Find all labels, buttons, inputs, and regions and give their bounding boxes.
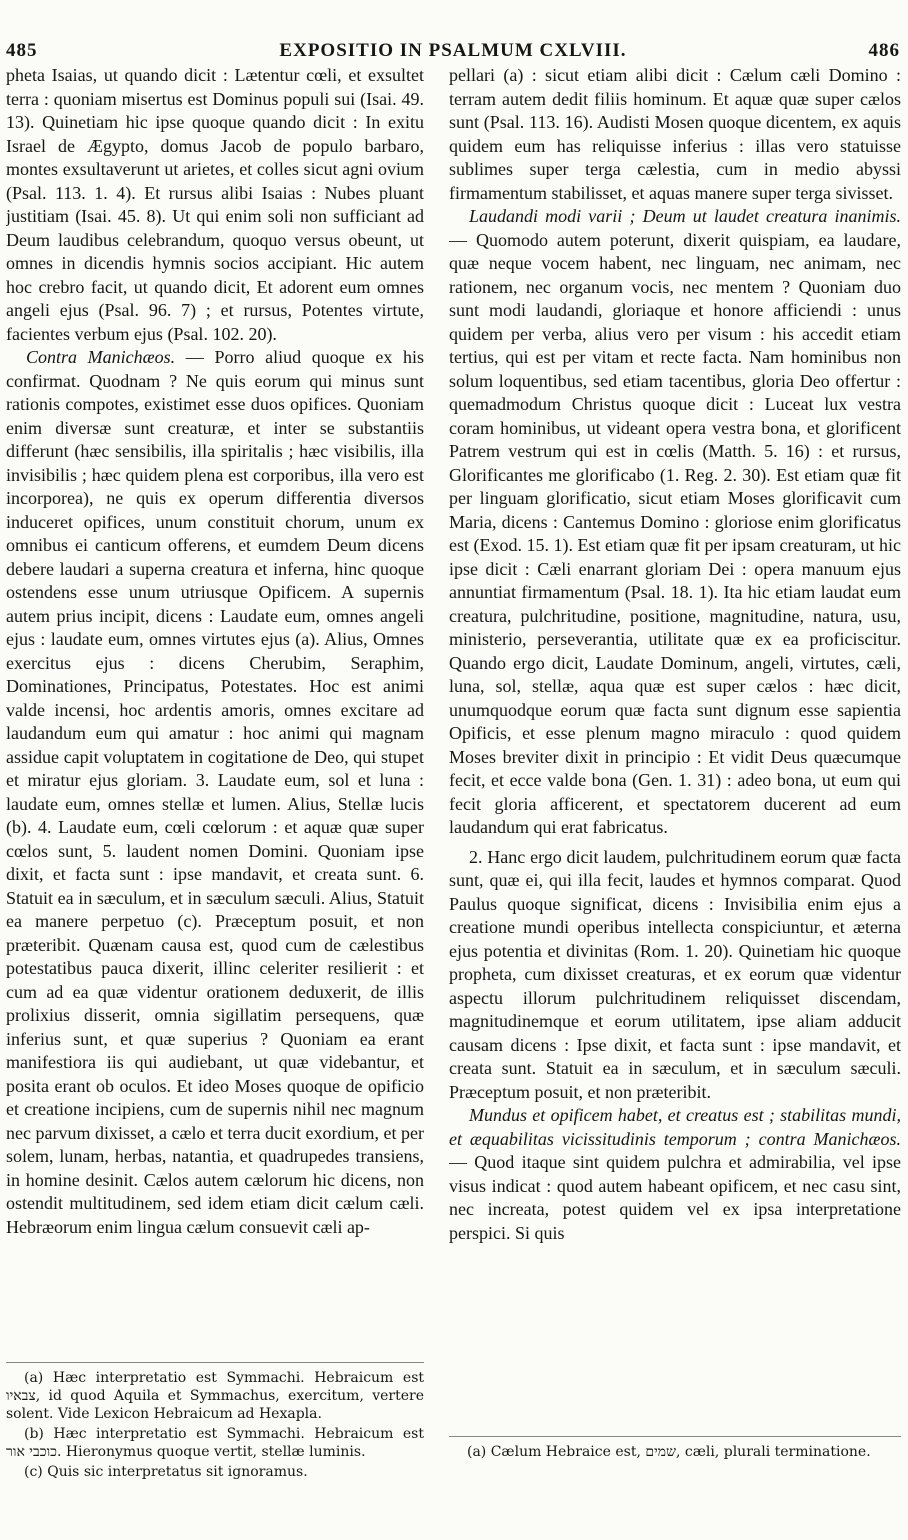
left-paragraph-1: pheta Isaias, ut quando dicit : Lætentur cœli, et exsultet terra : quoniam misertus est Dominus populi sui (Isai. 49. 13). Quinetiam hic ipse quoque quando dicit : In exitu Israel de Ægypto, domus Jacob de populo barbaro, montes exsultaverunt ut arietes, et colles sicut agni ovium (Psal. 113. 1. 4). Et rursus alibi Isaias : Nubes pluant justitiam (Isai. 45. 8). Ut qui enim soli non sufficiant ad Deum laudibus celebrandum, quoquo versus obeunt, ut omnes in dicendis hymnis socios accipiant. Hic autem hoc crebro facit, ut quando dicit, Et adorent eum omnes angeli ejus (Psal. 96. 7) ; et rursus, Potentes virtute, facientes verbum ejus (Psal. 102. 20).	[6, 65, 424, 344]
page-number-right: 486	[868, 40, 900, 61]
section-heading: Mundus et opificem habet, et creatus est ; stabilitas mundi, et æquabilitas vicissitudinis temporum ; contra Manichæos.	[449, 1105, 901, 1149]
footnote-rule	[6, 1362, 424, 1363]
footnote-a: (a) Cælum Hebraice est, שמים, cæli, plurali terminatione.	[467, 1444, 871, 1460]
right-paragraph-3: 2. Hanc ergo dicit laudem, pulchritudinem eorum quæ facta sunt, quæ ei, qui illa fecit, laudes et hymnos comparat. Quod Paulus quoque significat, dicens : Invisibilia enim ejus a creatione mundi operibus intellecta conspiciuntur, et æterna ejus potentia et divinitas (Rom. 1. 20). Quinetiam hic quoque propheta, cum dixisset creaturas, et ex eorum quæ videntur aspectu illorum pulchritudinem reliquisset discendam, magnitudinemque et eorum utilitatem, ipse aliam adducit causam dicens : Ipse dixit, et facta sunt : ipse mandavit, et creata sunt. Statuit ea in sæculum, et in sæculum sæculi. Præceptum posuit, et non præteribit.	[449, 846, 901, 1102]
right-paragraph-2-text: — Quomodo autem poterunt, dixerit quispiam, ea laudare, quæ neque vocem habent, nec linguam, nec animam, nec rationem, nec organum vocis, nec mentem ? Quoniam duo sunt modi laudandi, gloriaque et honore afficiendi : unus quidem per verba, alius vero per visum : his accedit etiam tertius, qui est per vitam et recte facta. Nam hominibus non solum loquentibus, sed etiam tacentibus, gloria Deo offertur : quemadmodum Christus quoque dicit : Luceat lux vestra coram hominibus, ut videant opera vestra bona, et glorificent Patrem vestrum qui est in cœlis (Matth. 5. 16) : et rursus, Glorificantes me glorificabo (1. Reg. 2. 30). Est etiam quæ fit per linguam glorificatio, sicut etiam Moses glorificavit cum Maria, dicens : Cantemus Domino : gloriose enim glorificatus est (Exod. 15. 1). Est etiam quæ fit per ipsam creaturam, ut hic ipse dicit : Cæli enarrant gloriam Dei : opera manuum ejus annuntiat firmamentum (Psal. 18. 1). Ita hic etiam laudat eum creatura, pulchritudine, positione, magnitudine, natura, usu, ministerio, perseverantia, utilitate quæ ex ea proficiscitur. Quando ergo dicit, Laudate Dominum, angeli, virtutes, cæli, luna, sol, stellæ, aqua quæ est super cælos : hæc dicit, unumquodque eorum quæ facta sunt dignum esse sapientia Opificis, et esse plenum magno miraculo : quod quidem Moses breviter dixit in principio : Et vidit Deus quæcumque fecit, et ecce valde bona (Gen. 1. 31) : adeo bona, ut eum qui fecit gloria afficerent, et spectatorem ducerent ad eum laudandum qui erat fabricatus.	[449, 229, 901, 837]
running-title: EXPOSITIO IN PSALMUM CXLVIII.	[279, 40, 627, 61]
footnote-c: (c) Quis sic interpretatus sit ignoramus.	[24, 1464, 308, 1480]
page-number-left: 485	[6, 40, 38, 61]
right-paragraph-1: pellari (a) : sicut etiam alibi dicit : Cælum cæli Domino : terram autem dedit filiis hominum. Et aquæ quæ super cælos sunt (Psal. 113. 16). Audisti Mosen quoque dicentem, ex aquis quidem eum has reliquisse inferius : illas vero statuisse sublimes super terga cælestia, cum in medio abyssi firmamentum stabilisset, et aquas manere super terga sivisset.	[449, 65, 901, 203]
right-footnotes	[449, 1436, 901, 1463]
running-header	[6, 40, 900, 66]
left-paragraph-2-text: — Porro aliud quoque ex his confirmat. Quodnam ? Ne quis eorum qui minus sunt rationis compotes, existimet esse duos opifices. Quoniam enim diversæ sunt creaturæ, et inter se substantiis differunt (hæc sensibilis, illa spiritalis ; hæc visibilis, illa invisibilis ; hæc quidem plena est corporibus, illa vero est incorporea), ne quis ex operum differentia diversos induceret opifices, unum constituit chorum, unum ex omnibus ei canticum offerens, et eumdem Deum dicens debere laudari a superna creatura et inferna, hinc quoque ostendens esse unum utriusque Opificem. A supernis autem prius incipit, dicens : Laudate eum, omnes angeli ejus : laudate eum, omnes virtutes ejus (a). Alius, Omnes exercitus ejus : dicens Cherubim, Seraphim, Dominationes, Principatus, Potestates. Hoc est animi valde incensi, hoc ardentis amoris, omnes excitare ad laudandum eum qui amatur : hoc animi qui magnam assidue capit voluptatem in cogitatione de Deo, qui stupet et miratur ejus gloriam. 3. Laudate eum, sol et luna : laudate eum, omnes stellæ et lumen. Alius, Stellæ lucis (b). 4. Laudate eum, cœli cœlorum : et aquæ quæ super cœlos sunt, 5. laudent nomen Domini. Quoniam ipse dixit, et facta sunt : ipse mandavit, et creata sunt. 6. Statuit ea in sæculum, et in sæculum sæculi. Alius, Statuit ea manere perpetuo (c). Præceptum posuit, et non præteribit. Quænam causa est, quod cum de cælestibus potestatibus pauca dixerit, illinc celeriter resilierit : et cum ad ea quæ videntur orationem deduxerit, de illis prolixius disserit, omnia sigillatim persequens, quæ inferius sunt, et quæ superius ? Quoniam ea erant manifestiora iis qui audiebant, ut quæ videbantur, et posita erant ob oculos. Et ideo Moses quoque de opificio et creatione incipiens, cum de supernis nihil nec magnum nec parvum dixisset, a cælo et terra ducit exordium, et per solem, lunam, herbas, natantia, et quadrupedes transiens, in homine desinit. Cælos autem cælorum hic dicens, non ostendit multitudinem, sed idem etiam dicit cælum cæli. Hebræorum enim lingua cælum consuevit cæli ap-	[6, 347, 424, 1237]
right-paragraph-2	[449, 205, 901, 840]
footnote-a: (a) Hæc interpretatio est Symmachi. Hebraicum est צבאיו, id quod Aquila et Symmachus, exercitum, vertere solent. Vide Lexicon Hebraicum ad Hexapla.	[6, 1370, 424, 1422]
footnote-rule	[449, 1436, 901, 1437]
section-heading: Contra Manichæos.	[26, 347, 176, 367]
left-paragraph-2	[6, 346, 424, 1239]
right-paragraph-4-text: — Quod itaque sint quidem pulchra et admirabilia, vel ipse visus indicat : quod autem habeant opificem, et nec casu sint, nec increata, potest quidem vel ex ipsa interpretatione perspici. Si quis	[449, 1152, 901, 1243]
section-heading: Laudandi modi varii ; Deum ut laudet creatura inanimis.	[469, 206, 901, 226]
left-column	[6, 64, 424, 1354]
left-footnotes	[6, 1362, 424, 1483]
footnote-b: (b) Hæc interpretatio est Symmachi. Hebraicum est כוכבי אור. Hieronymus quoque vertit, stellæ luminis.	[6, 1426, 424, 1460]
right-column	[449, 64, 901, 1428]
right-paragraph-4	[449, 1104, 901, 1245]
